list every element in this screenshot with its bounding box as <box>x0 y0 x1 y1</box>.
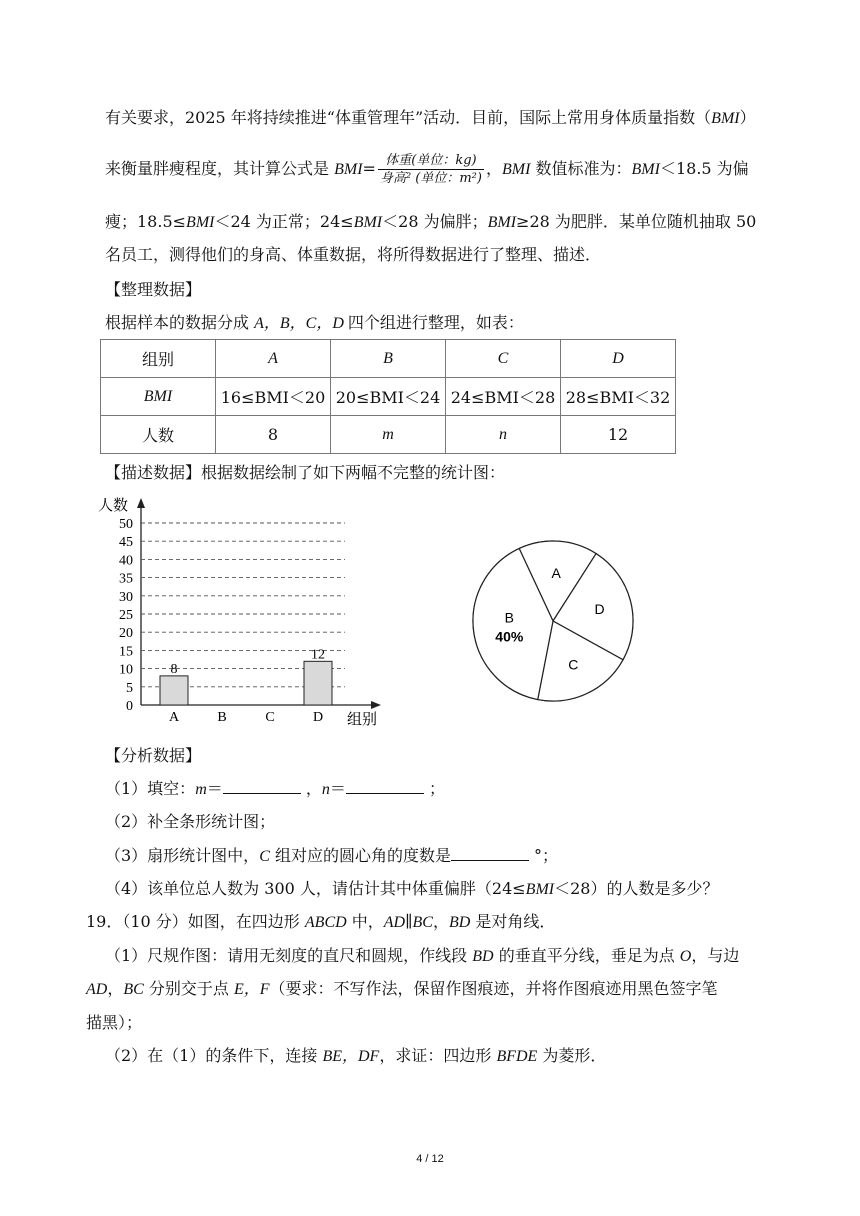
group-letters: A，B，C，D <box>254 315 348 332</box>
intro-line-2 <box>105 150 749 189</box>
text: 四个组进行整理，如表： <box>347 313 524 332</box>
text: （2）在（1）的条件下，连接 <box>105 1046 323 1065</box>
pie-chart <box>470 538 636 704</box>
text: ＝ <box>206 779 223 798</box>
organize-text <box>105 312 524 335</box>
text: = <box>362 159 376 178</box>
table-cell: 16≤BMI＜20 <box>216 378 331 416</box>
var: BFDE <box>496 1048 538 1065</box>
intro-line-4: 名员工，测得他们的身高、体重数据，将所得数据进行了整理、描述． <box>105 245 602 264</box>
text: ； <box>423 779 445 798</box>
var: BD <box>448 914 471 931</box>
bmi-group-table <box>100 339 676 454</box>
text: ， <box>432 912 449 931</box>
data-label: 8 <box>170 661 178 677</box>
intro-line-3 <box>105 211 756 234</box>
bar-chart <box>95 492 395 737</box>
table-cell: m <box>331 416 446 454</box>
text: 来衡量胖瘦程度，其计算公式是 <box>105 159 335 178</box>
bmi-term: BMI <box>525 881 555 898</box>
section-analyze-heading: 【分析数据】 <box>105 746 202 765</box>
var: BD <box>472 948 494 965</box>
y-tick-label: 10 <box>119 662 133 678</box>
text: 中， <box>346 912 384 931</box>
y-tick-label: 45 <box>119 535 133 551</box>
table-cell: B <box>331 340 446 378</box>
text: 有关要求，2025 年将持续推进“体重管理年”活动．目前，国际上常用身体质量指数（ <box>105 108 712 127</box>
table-cell: n <box>446 416 561 454</box>
bmi-term: BMI <box>487 214 517 231</box>
problem-19-part-1-line-2 <box>86 978 718 1001</box>
table-row-bmi <box>101 378 676 416</box>
var-c: C <box>259 848 270 865</box>
var: AD <box>86 981 108 998</box>
answer-blank-n[interactable] <box>346 778 424 794</box>
text: ，与边 <box>691 946 740 965</box>
text: 为菱形． <box>537 1046 607 1065</box>
y-tick-label: 15 <box>119 644 133 660</box>
text: （1）填空： <box>105 779 196 798</box>
x-axis-arrow <box>371 701 381 709</box>
bmi-term: BMI <box>353 214 383 231</box>
y-tick-label: 0 <box>126 699 133 714</box>
page-number: 4 / 12 <box>416 1153 444 1165</box>
text: 分别交于点 <box>143 979 234 998</box>
var: AD∥BC <box>383 914 433 931</box>
y-tick-label: 40 <box>119 553 133 569</box>
table-cell: D <box>561 340 676 378</box>
text: °； <box>528 846 559 865</box>
bmi-term: BMI <box>501 161 531 178</box>
question-1 <box>105 778 445 801</box>
text: ＜18.5 为偏 <box>659 159 749 178</box>
text: ≥28 为肥胖．某单位随机抽取 50 <box>516 212 757 231</box>
pie-slice-label: D <box>594 601 605 618</box>
y-axis-arrow <box>137 498 145 508</box>
text: ＜28 为偏胖； <box>382 212 488 231</box>
text: ） <box>739 108 756 127</box>
problem-19-part-1-line-3: 描黑）； <box>86 1013 143 1032</box>
text: （1）尺规作图：请用无刻度的直尺和圆规，作线段 <box>105 946 473 965</box>
text: 根据样本的数据分成 <box>105 313 255 332</box>
var-m: m <box>195 781 207 798</box>
text: ， <box>485 159 502 178</box>
question-4 <box>105 878 718 901</box>
fraction-numerator: 体重(单位：kg) <box>378 152 484 170</box>
pie-slice-label: A <box>551 565 561 582</box>
table-cell: BMI <box>101 378 216 416</box>
bmi-term: BMI <box>334 161 363 178</box>
bar <box>304 661 332 705</box>
text: ， <box>300 779 322 798</box>
var: ABCD <box>304 914 347 931</box>
table-row-header <box>101 340 676 378</box>
text: ＜28）的人数是多少？ <box>554 879 719 898</box>
text: （3）扇形统计图中， <box>105 846 260 865</box>
bmi-term: BMI <box>711 110 740 127</box>
table-row-count <box>101 416 676 454</box>
text: 数值标准为： <box>530 159 632 178</box>
text: ＜24 为正常；24≤ <box>214 212 354 231</box>
pie-slice-label: B <box>504 609 514 626</box>
x-axis-label: 组别 <box>347 712 378 728</box>
text: （要求：不写作法，保留作图痕迹，并将作图痕迹用黑色签字笔 <box>269 979 718 998</box>
table-cell: 组别 <box>101 340 216 378</box>
text: ，求证：四边形 <box>379 1046 497 1065</box>
y-axis-label: 人数 <box>98 498 129 514</box>
table-cell: A <box>216 340 331 378</box>
y-tick-label: 5 <box>126 680 133 696</box>
bmi-term: BMI <box>631 161 660 178</box>
table-cell: 20≤BMI＜24 <box>331 378 446 416</box>
text: 19．（10 分）如图，在四边形 <box>86 912 305 931</box>
text: 的垂直平分线，垂足为点 <box>493 946 680 965</box>
bmi-formula-fraction <box>378 152 484 187</box>
section-describe-heading: 【描述数据】根据数据绘制了如下两幅不完整的统计图： <box>105 463 506 482</box>
problem-19-stem <box>86 911 555 934</box>
table-cell: 12 <box>561 416 676 454</box>
x-tick-label: D <box>312 710 324 725</box>
fraction-denominator: 身高² (单位：m²) <box>379 171 482 186</box>
text: （4）该单位总人数为 300 人，请估计其中体重偏胖（24≤ <box>105 879 526 898</box>
text: ＝ <box>329 779 346 798</box>
y-tick-label: 35 <box>119 571 133 587</box>
table-cell: C <box>446 340 561 378</box>
x-tick-label: C <box>265 710 275 725</box>
problem-19-part-2 <box>105 1045 606 1068</box>
table-cell: 人数 <box>101 416 216 454</box>
y-tick-label: 25 <box>119 608 133 623</box>
x-tick-label: A <box>168 710 180 725</box>
answer-blank-m[interactable] <box>223 778 301 794</box>
problem-19-part-1-line-1 <box>105 945 739 968</box>
intro-line-1 <box>105 107 756 130</box>
x-tick-label: B <box>217 710 227 725</box>
var: BE，DF <box>322 1048 380 1065</box>
pie-percent-label: 40% <box>495 628 524 645</box>
text: 是对角线． <box>470 912 556 931</box>
text: ， <box>107 979 124 998</box>
y-tick-label: 30 <box>119 589 133 605</box>
section-organize-heading: 【整理数据】 <box>105 280 202 299</box>
text: 瘦；18.5≤ <box>105 212 187 231</box>
var: O <box>679 948 692 965</box>
table-cell: 28≤BMI＜32 <box>561 378 676 416</box>
var: BC <box>123 981 144 998</box>
pie-slice-label: C <box>568 656 579 673</box>
bmi-term: BMI <box>186 214 215 231</box>
answer-blank-angle[interactable] <box>451 845 529 861</box>
y-tick-label: 20 <box>119 626 133 642</box>
table-cell: 24≤BMI＜28 <box>446 378 561 416</box>
text: 组对应的圆心角的度数是 <box>269 846 451 865</box>
question-3 <box>105 845 558 868</box>
table-cell: 8 <box>216 416 331 454</box>
y-tick-label: 50 <box>119 517 133 532</box>
bar <box>160 676 188 705</box>
var-n: n <box>321 781 330 798</box>
var: E，F <box>233 981 270 998</box>
question-2: （2）补全条形统计图； <box>105 812 276 831</box>
data-label: 12 <box>311 647 325 663</box>
